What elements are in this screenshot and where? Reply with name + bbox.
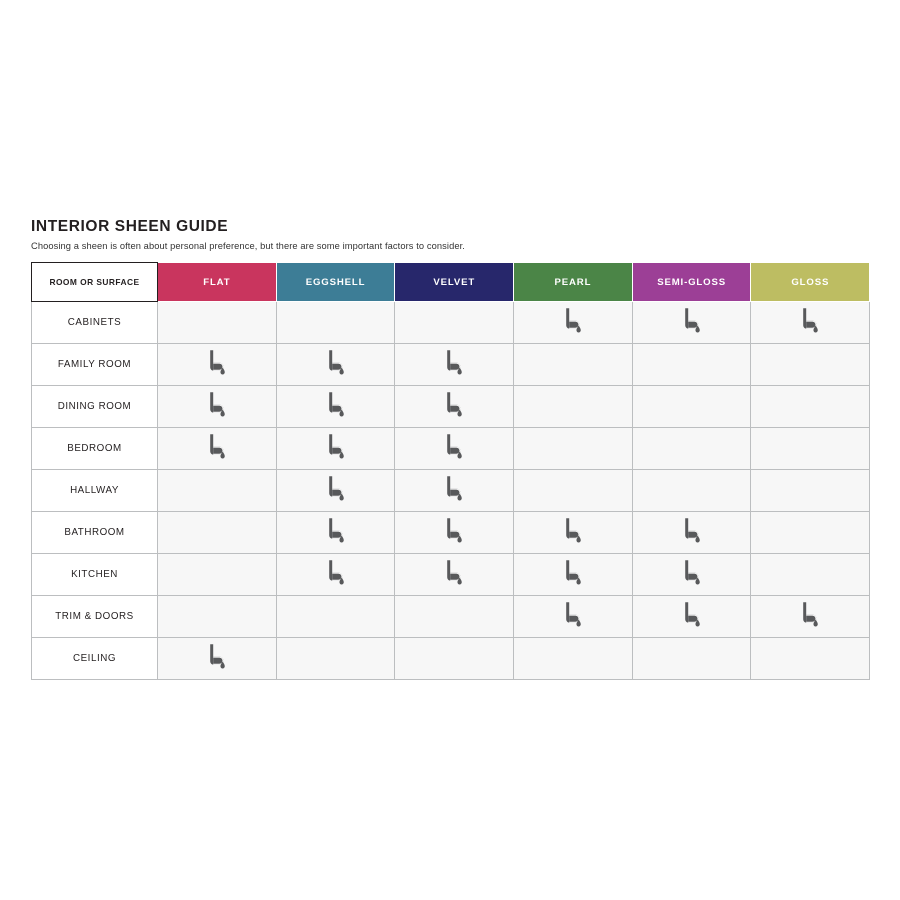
row-label: DINING ROOM [32, 386, 158, 428]
cell-recommended [395, 428, 514, 470]
table-row [32, 302, 870, 344]
table-row [32, 554, 870, 596]
cell-empty [751, 554, 870, 596]
paint-drip-icon [799, 307, 821, 333]
cell-empty [751, 344, 870, 386]
paint-drip-icon [325, 433, 347, 459]
paint-drip-icon [325, 391, 347, 417]
row-label: TRIM & DOORS [32, 596, 158, 638]
cell-empty [514, 638, 633, 680]
paint-drip-icon [443, 433, 465, 459]
paint-drip-icon [443, 391, 465, 417]
paint-drip-icon [206, 391, 228, 417]
paint-drip-icon [206, 643, 228, 669]
cell-recommended [158, 344, 277, 386]
cell-recommended [632, 302, 751, 344]
cell-recommended [158, 428, 277, 470]
table-row [32, 428, 870, 470]
sheen-column-header: GLOSS [751, 263, 870, 302]
paint-drip-icon [562, 307, 584, 333]
paint-drip-icon [443, 349, 465, 375]
table-head [32, 263, 870, 302]
cell-empty [276, 596, 395, 638]
paint-drip-icon [799, 601, 821, 627]
paint-drip-icon [443, 475, 465, 501]
table-body [32, 302, 870, 680]
cell-empty [632, 428, 751, 470]
cell-empty [751, 470, 870, 512]
cell-recommended [514, 554, 633, 596]
cell-empty [514, 428, 633, 470]
cell-recommended [514, 596, 633, 638]
cell-recommended [276, 344, 395, 386]
cell-empty [514, 386, 633, 428]
table-row [32, 386, 870, 428]
cell-recommended [395, 386, 514, 428]
paint-drip-icon [562, 517, 584, 543]
cell-recommended [514, 302, 633, 344]
cell-empty [632, 344, 751, 386]
cell-empty [751, 428, 870, 470]
cell-empty [276, 302, 395, 344]
row-header-label: ROOM OR SURFACE [32, 263, 158, 302]
cell-empty [395, 302, 514, 344]
cell-recommended [276, 470, 395, 512]
paint-drip-icon [206, 433, 228, 459]
paint-drip-icon [325, 349, 347, 375]
cell-empty [632, 470, 751, 512]
cell-empty [632, 638, 751, 680]
cell-recommended [632, 554, 751, 596]
cell-empty [158, 554, 277, 596]
paint-drip-icon [681, 559, 703, 585]
row-label: KITCHEN [32, 554, 158, 596]
row-label: BATHROOM [32, 512, 158, 554]
cell-empty [158, 302, 277, 344]
paint-drip-icon [443, 559, 465, 585]
sheen-table [31, 262, 870, 680]
cell-empty [395, 596, 514, 638]
cell-recommended [158, 386, 277, 428]
cell-recommended [276, 554, 395, 596]
paint-drip-icon [681, 307, 703, 333]
cell-recommended [395, 512, 514, 554]
page-title: INTERIOR SHEEN GUIDE [31, 218, 229, 235]
cell-empty [751, 638, 870, 680]
row-label: CABINETS [32, 302, 158, 344]
paint-drip-icon [681, 517, 703, 543]
cell-empty [276, 638, 395, 680]
sheen-column-header: PEARL [514, 263, 633, 302]
cell-recommended [751, 596, 870, 638]
cell-recommended [395, 470, 514, 512]
cell-recommended [632, 596, 751, 638]
paint-drip-icon [562, 601, 584, 627]
table-row [32, 470, 870, 512]
cell-empty [158, 512, 277, 554]
cell-recommended [632, 512, 751, 554]
sheen-column-header: VELVET [395, 263, 514, 302]
cell-empty [514, 344, 633, 386]
cell-empty [395, 638, 514, 680]
paint-drip-icon [325, 559, 347, 585]
sheen-column-header: EGGSHELL [276, 263, 395, 302]
row-label: FAMILY ROOM [32, 344, 158, 386]
cell-empty [158, 470, 277, 512]
cell-recommended [395, 344, 514, 386]
paint-drip-icon [206, 349, 228, 375]
sheen-column-header: SEMI-GLOSS [632, 263, 751, 302]
paint-drip-icon [562, 559, 584, 585]
table-header-row [32, 263, 870, 302]
paint-drip-icon [681, 601, 703, 627]
cell-recommended [395, 554, 514, 596]
table-row [32, 638, 870, 680]
page-subtitle: Choosing a sheen is often about personal preference, but there are some important factors to consider. [31, 241, 465, 251]
cell-recommended [158, 638, 277, 680]
table-row [32, 512, 870, 554]
row-label: CEILING [32, 638, 158, 680]
cell-empty [514, 470, 633, 512]
paint-drip-icon [443, 517, 465, 543]
cell-recommended [276, 512, 395, 554]
cell-empty [751, 512, 870, 554]
cell-recommended [514, 512, 633, 554]
cell-empty [158, 596, 277, 638]
table-row [32, 344, 870, 386]
table-row [32, 596, 870, 638]
sheen-column-header: FLAT [158, 263, 277, 302]
cell-recommended [751, 302, 870, 344]
sheen-guide [31, 218, 869, 680]
cell-recommended [276, 428, 395, 470]
cell-empty [632, 386, 751, 428]
paint-drip-icon [325, 517, 347, 543]
row-label: BEDROOM [32, 428, 158, 470]
cell-empty [751, 386, 870, 428]
row-label: HALLWAY [32, 470, 158, 512]
paint-drip-icon [325, 475, 347, 501]
cell-recommended [276, 386, 395, 428]
